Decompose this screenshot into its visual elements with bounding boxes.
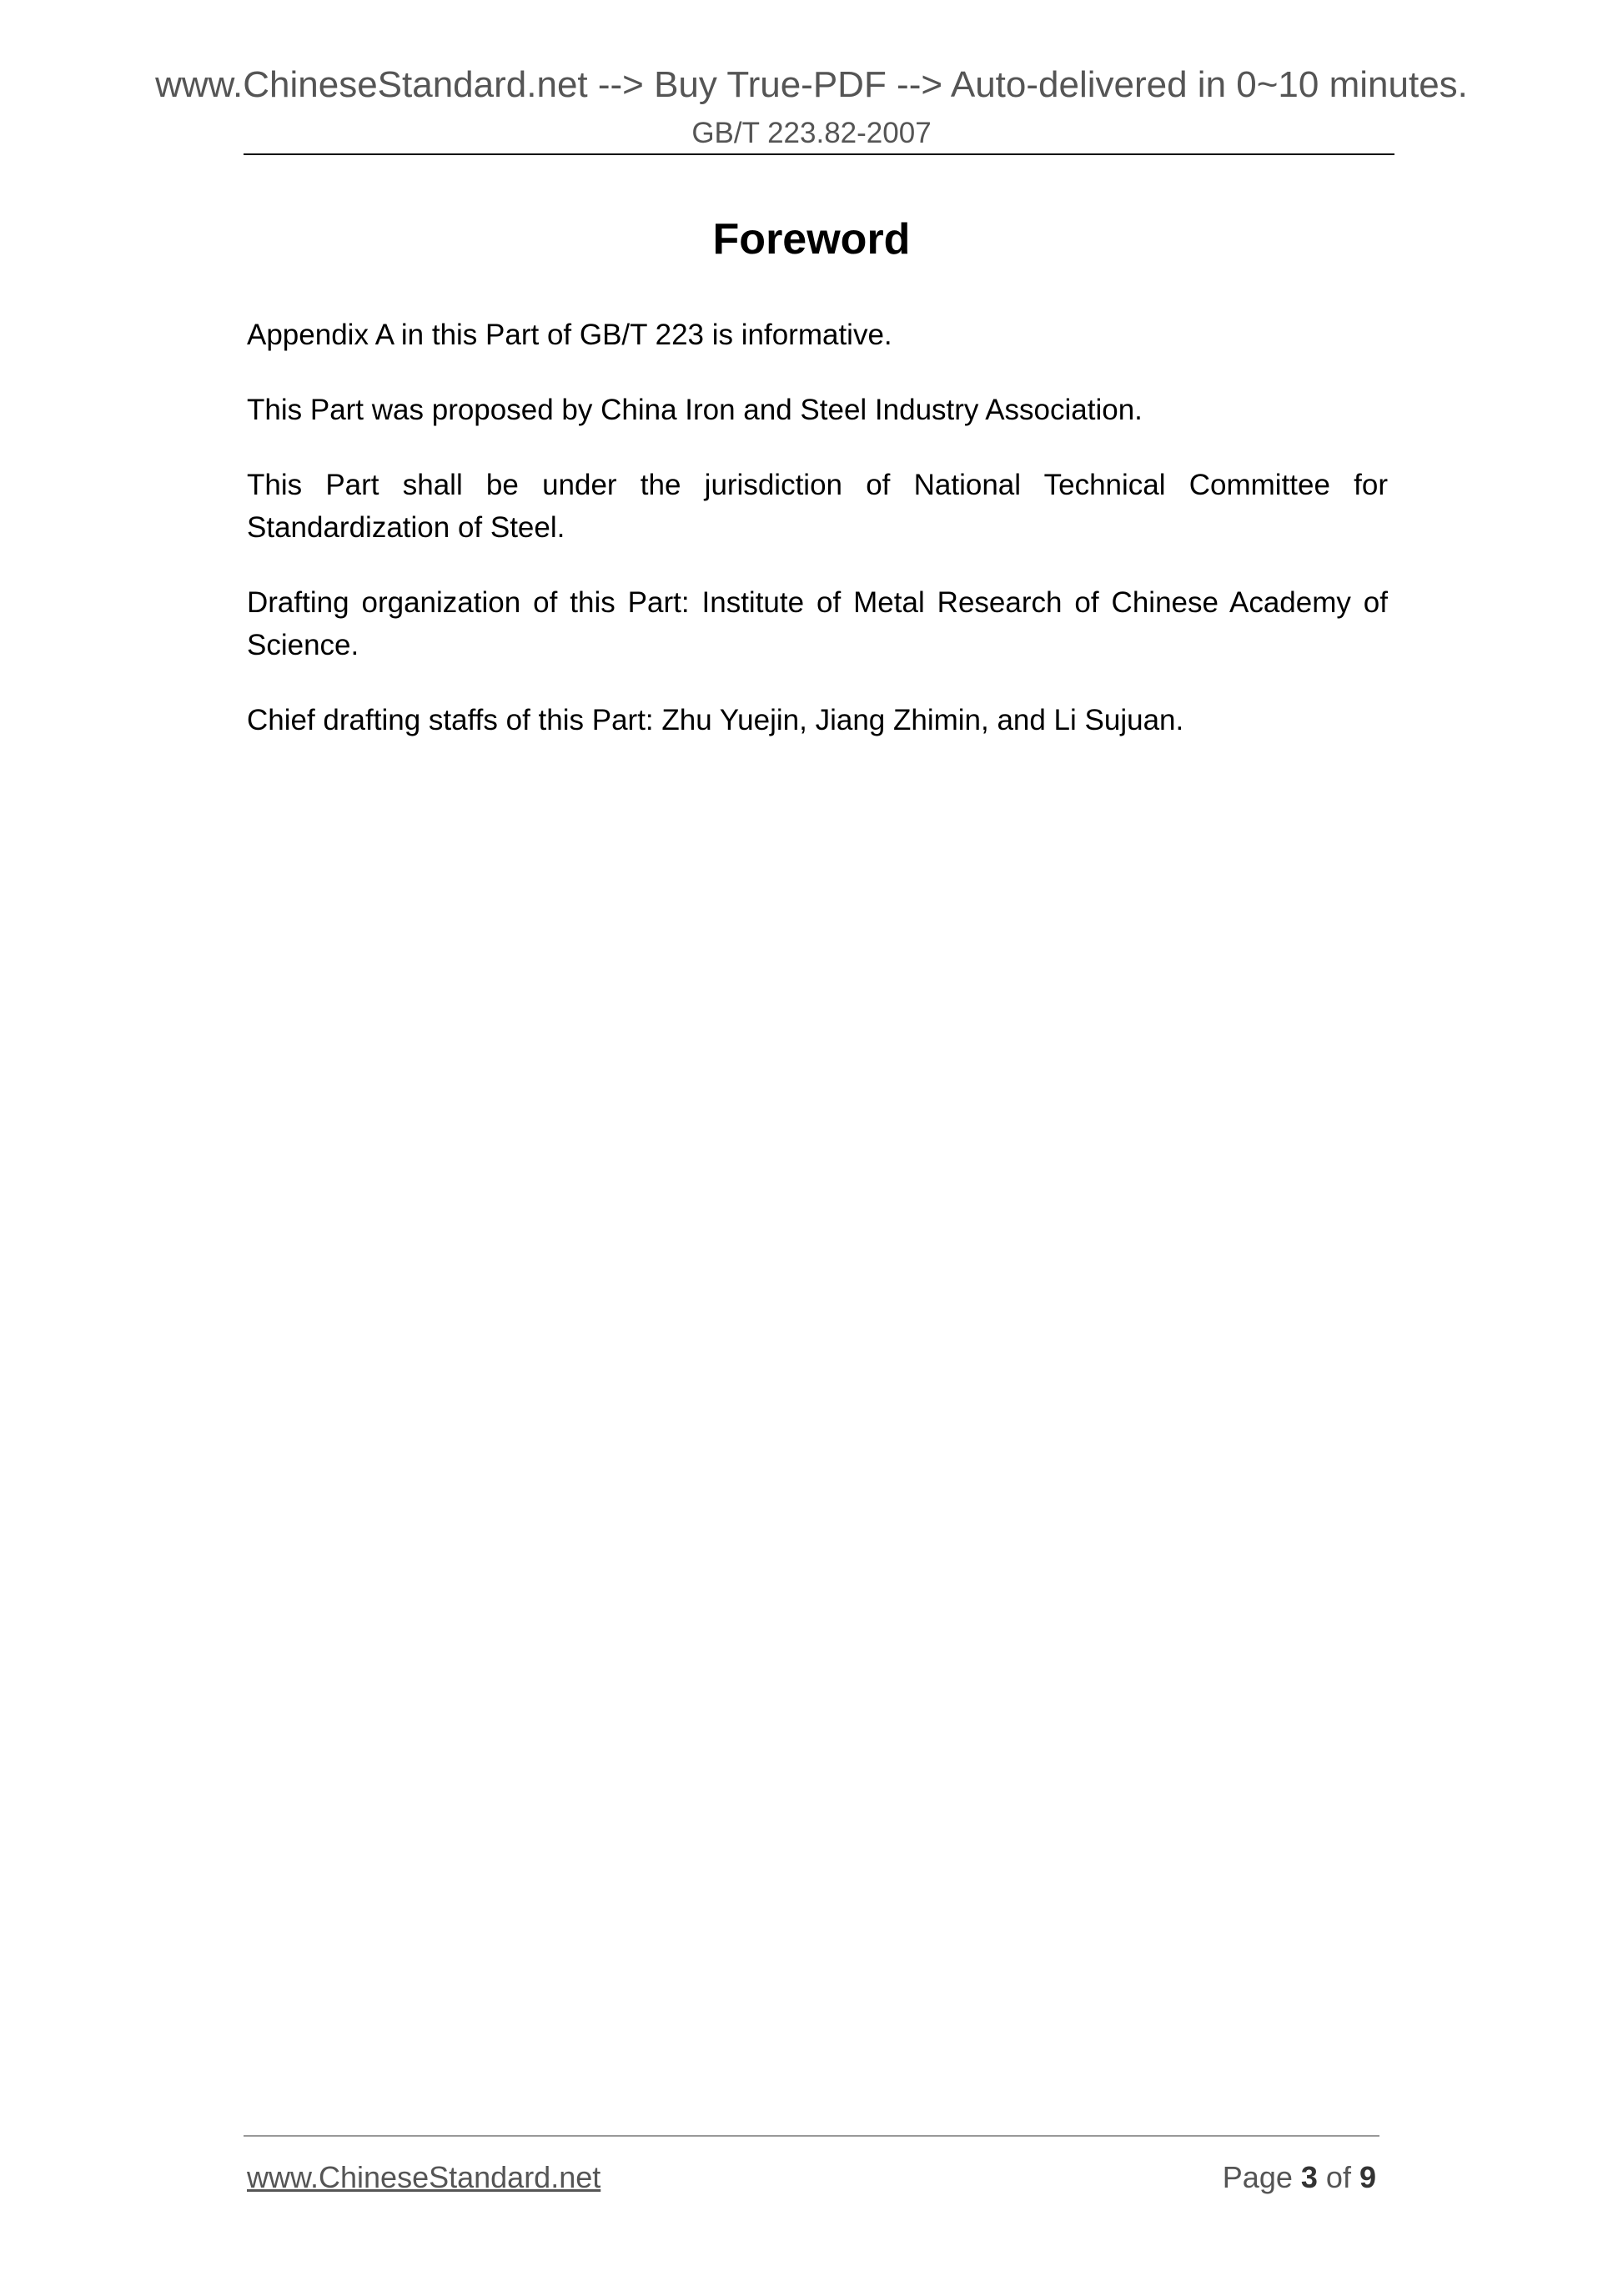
foreword-body [247,314,1388,774]
document-code: GB/T 223.82-2007 [691,117,932,149]
footer-website-link[interactable]: www.ChineseStandard.net [247,2160,601,2194]
paragraph-drafting-organization: Drafting organization of this Part: Institute of Metal Research of Chinese Academy of Science. [247,586,1388,661]
paragraph-jurisdiction: This Part shall be under the jurisdiction of National Technical Committee for Standardization of Steel. [247,469,1388,544]
page-word: Page [1222,2160,1293,2194]
header-divider [244,153,1394,155]
header-banner: www.ChineseStandard.net --> Buy True-PDF --> Auto-delivered in 0~10 minutes. [155,64,1468,105]
of-word: of [1325,2160,1351,2194]
page-number [1223,2158,1376,2197]
paragraph-chief-drafting-staffs: Chief drafting staffs of this Part: Zhu Yuejin, Jiang Zhimin, and Li Sujuan. [247,704,1184,736]
paragraph-appendix: Appendix A in this Part of GB/T 223 is informative. [247,319,892,351]
current-page-number: 3 [1300,2160,1318,2194]
page-title: Foreword [712,215,911,264]
paragraph-proposed-by: This Part was proposed by China Iron and Steel Industry Association. [247,394,1143,426]
footer-divider [244,2135,1379,2137]
total-pages-number: 9 [1359,2160,1376,2194]
